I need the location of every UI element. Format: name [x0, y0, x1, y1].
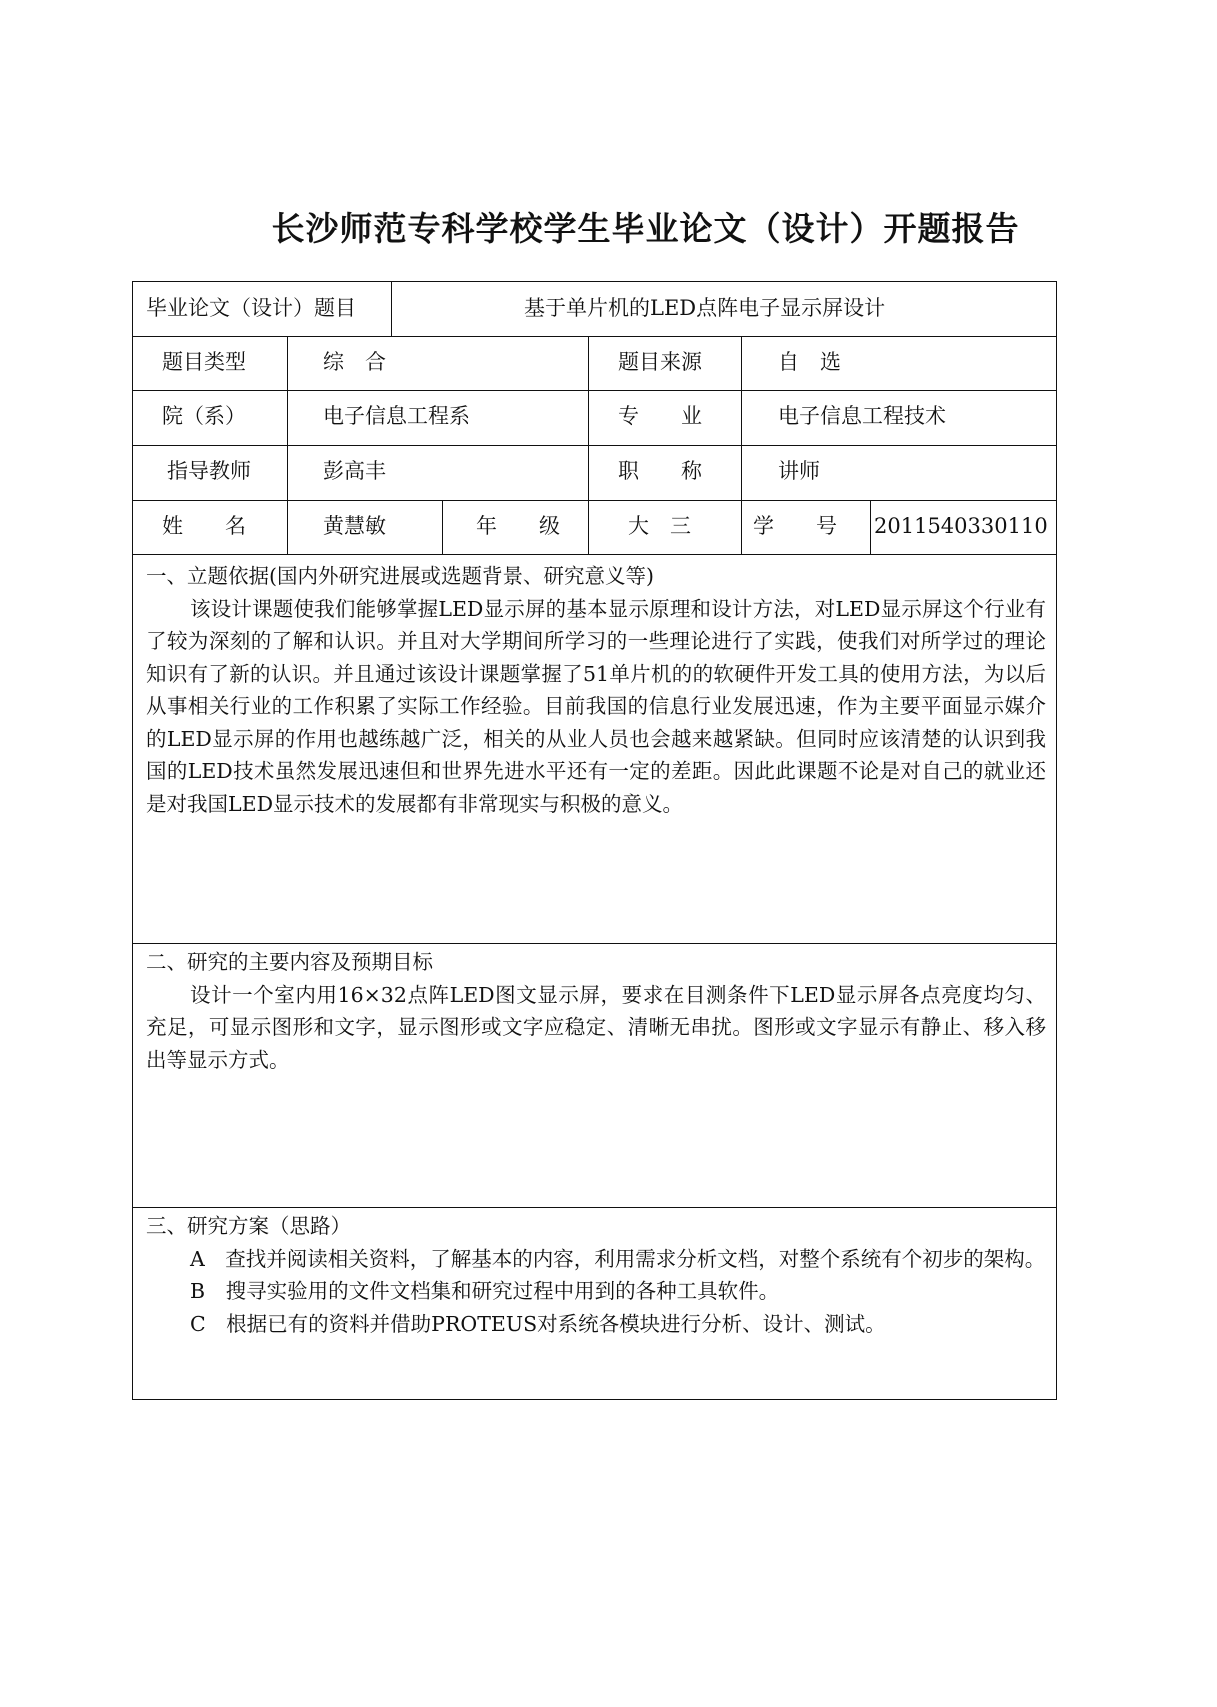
- student-id-value: 2011540330110: [874, 514, 1048, 538]
- row-divider: [133, 336, 1056, 337]
- thesis-title-value: 基于单片机的LED点阵电子显示屏设计: [524, 296, 886, 320]
- grade-value: 大 三: [628, 514, 691, 538]
- col-divider: [588, 336, 589, 554]
- rank-value: 讲师: [778, 459, 820, 483]
- section-content: [146, 946, 1046, 1076]
- section-divider: [133, 1207, 1056, 1208]
- section-plan-heading: 三、研究方案（思路）: [146, 1214, 351, 1238]
- section-plan: [146, 1210, 1046, 1340]
- plan-item-a: A 查找并阅读相关资料，了解基本的内容，利用需求分析文档，对整个系统有个初步的架构。: [190, 1246, 1046, 1271]
- thesis-title-label: 毕业论文（设计）题目: [146, 296, 356, 320]
- major-value: 电子信息工程技术: [778, 404, 946, 428]
- section-content-body: 设计一个室内用16×32点阵LED图文显示屏，要求在目测条件下LED显示屏各点亮度均匀、充足，可显示图形和文字，显示图形或文字应稳定、清晰无串扰。图形或文字显示有静止、移入移出等显示方式。: [146, 982, 1046, 1072]
- topic-type-label: 题目类型: [162, 350, 246, 374]
- section-content-heading: 二、研究的主要内容及预期目标: [146, 950, 433, 974]
- col-divider: [442, 500, 443, 554]
- row-divider: [133, 554, 1056, 555]
- grade-label: 年 级: [476, 514, 560, 538]
- major-label: 专 业: [618, 404, 702, 428]
- advisor-label: 指导教师: [167, 459, 251, 483]
- section-divider: [133, 943, 1056, 944]
- department-value: 电子信息工程系: [323, 404, 470, 428]
- advisor-value: 彭高丰: [323, 459, 386, 483]
- topic-source-label: 题目来源: [618, 350, 702, 374]
- topic-source-value: 自 选: [778, 350, 841, 374]
- name-value: 黄慧敏: [323, 514, 386, 538]
- section-basis-heading: 一、立题依据(国内外研究进展或选题背景、研究意义等): [146, 564, 654, 588]
- name-label: 姓 名: [162, 514, 246, 538]
- col-divider: [870, 500, 871, 554]
- page-title: [0, 203, 1217, 250]
- col-divider: [287, 336, 288, 554]
- topic-type-value: 综 合: [323, 350, 386, 374]
- page-title-text: 长沙师范专科学校学生毕业论文（设计）开题报告: [271, 209, 1020, 248]
- rank-label: 职 称: [618, 459, 702, 483]
- row-divider: [133, 445, 1056, 446]
- plan-item-b: B 搜寻实验用的文件文档集和研究过程中用到的各种工具软件。: [190, 1279, 780, 1303]
- col-divider: [391, 282, 392, 336]
- department-label: 院（系）: [162, 404, 246, 428]
- section-basis-body: 该设计课题使我们能够掌握LED显示屏的基本显示原理和设计方法，对LED显示屏这个行业有了较为深刻的了解和认识。并且对大学期间所学习的一些理论进行了实践，使我们对所学过的理论知识有了新的认识。并且通过该设计课题掌握了51单片机的的软硬件开发工具的使用方法，为以后从事相关行业的工作积累了实际工作经验。目前我国的信息行业发展迅速，作为主要平面显示媒介的LED显示屏的作用也越练越广泛，相关的从业人员也会越来越紧缺。但同时应该清楚的认识到我国的LED技术虽然发展迅速但和世界先进水平还有一定的差距。因此此课题不论是对自己的就业还是对我国LED显示技术的发展都有非常现实与积极的意义。: [146, 596, 1046, 816]
- col-divider: [741, 336, 742, 554]
- plan-item-c: C 根据已有的资料并借助PROTEUS对系统各模块进行分析、设计、测试。: [190, 1311, 886, 1336]
- student-id-label: 学 号: [753, 514, 837, 538]
- section-basis: [146, 560, 1046, 820]
